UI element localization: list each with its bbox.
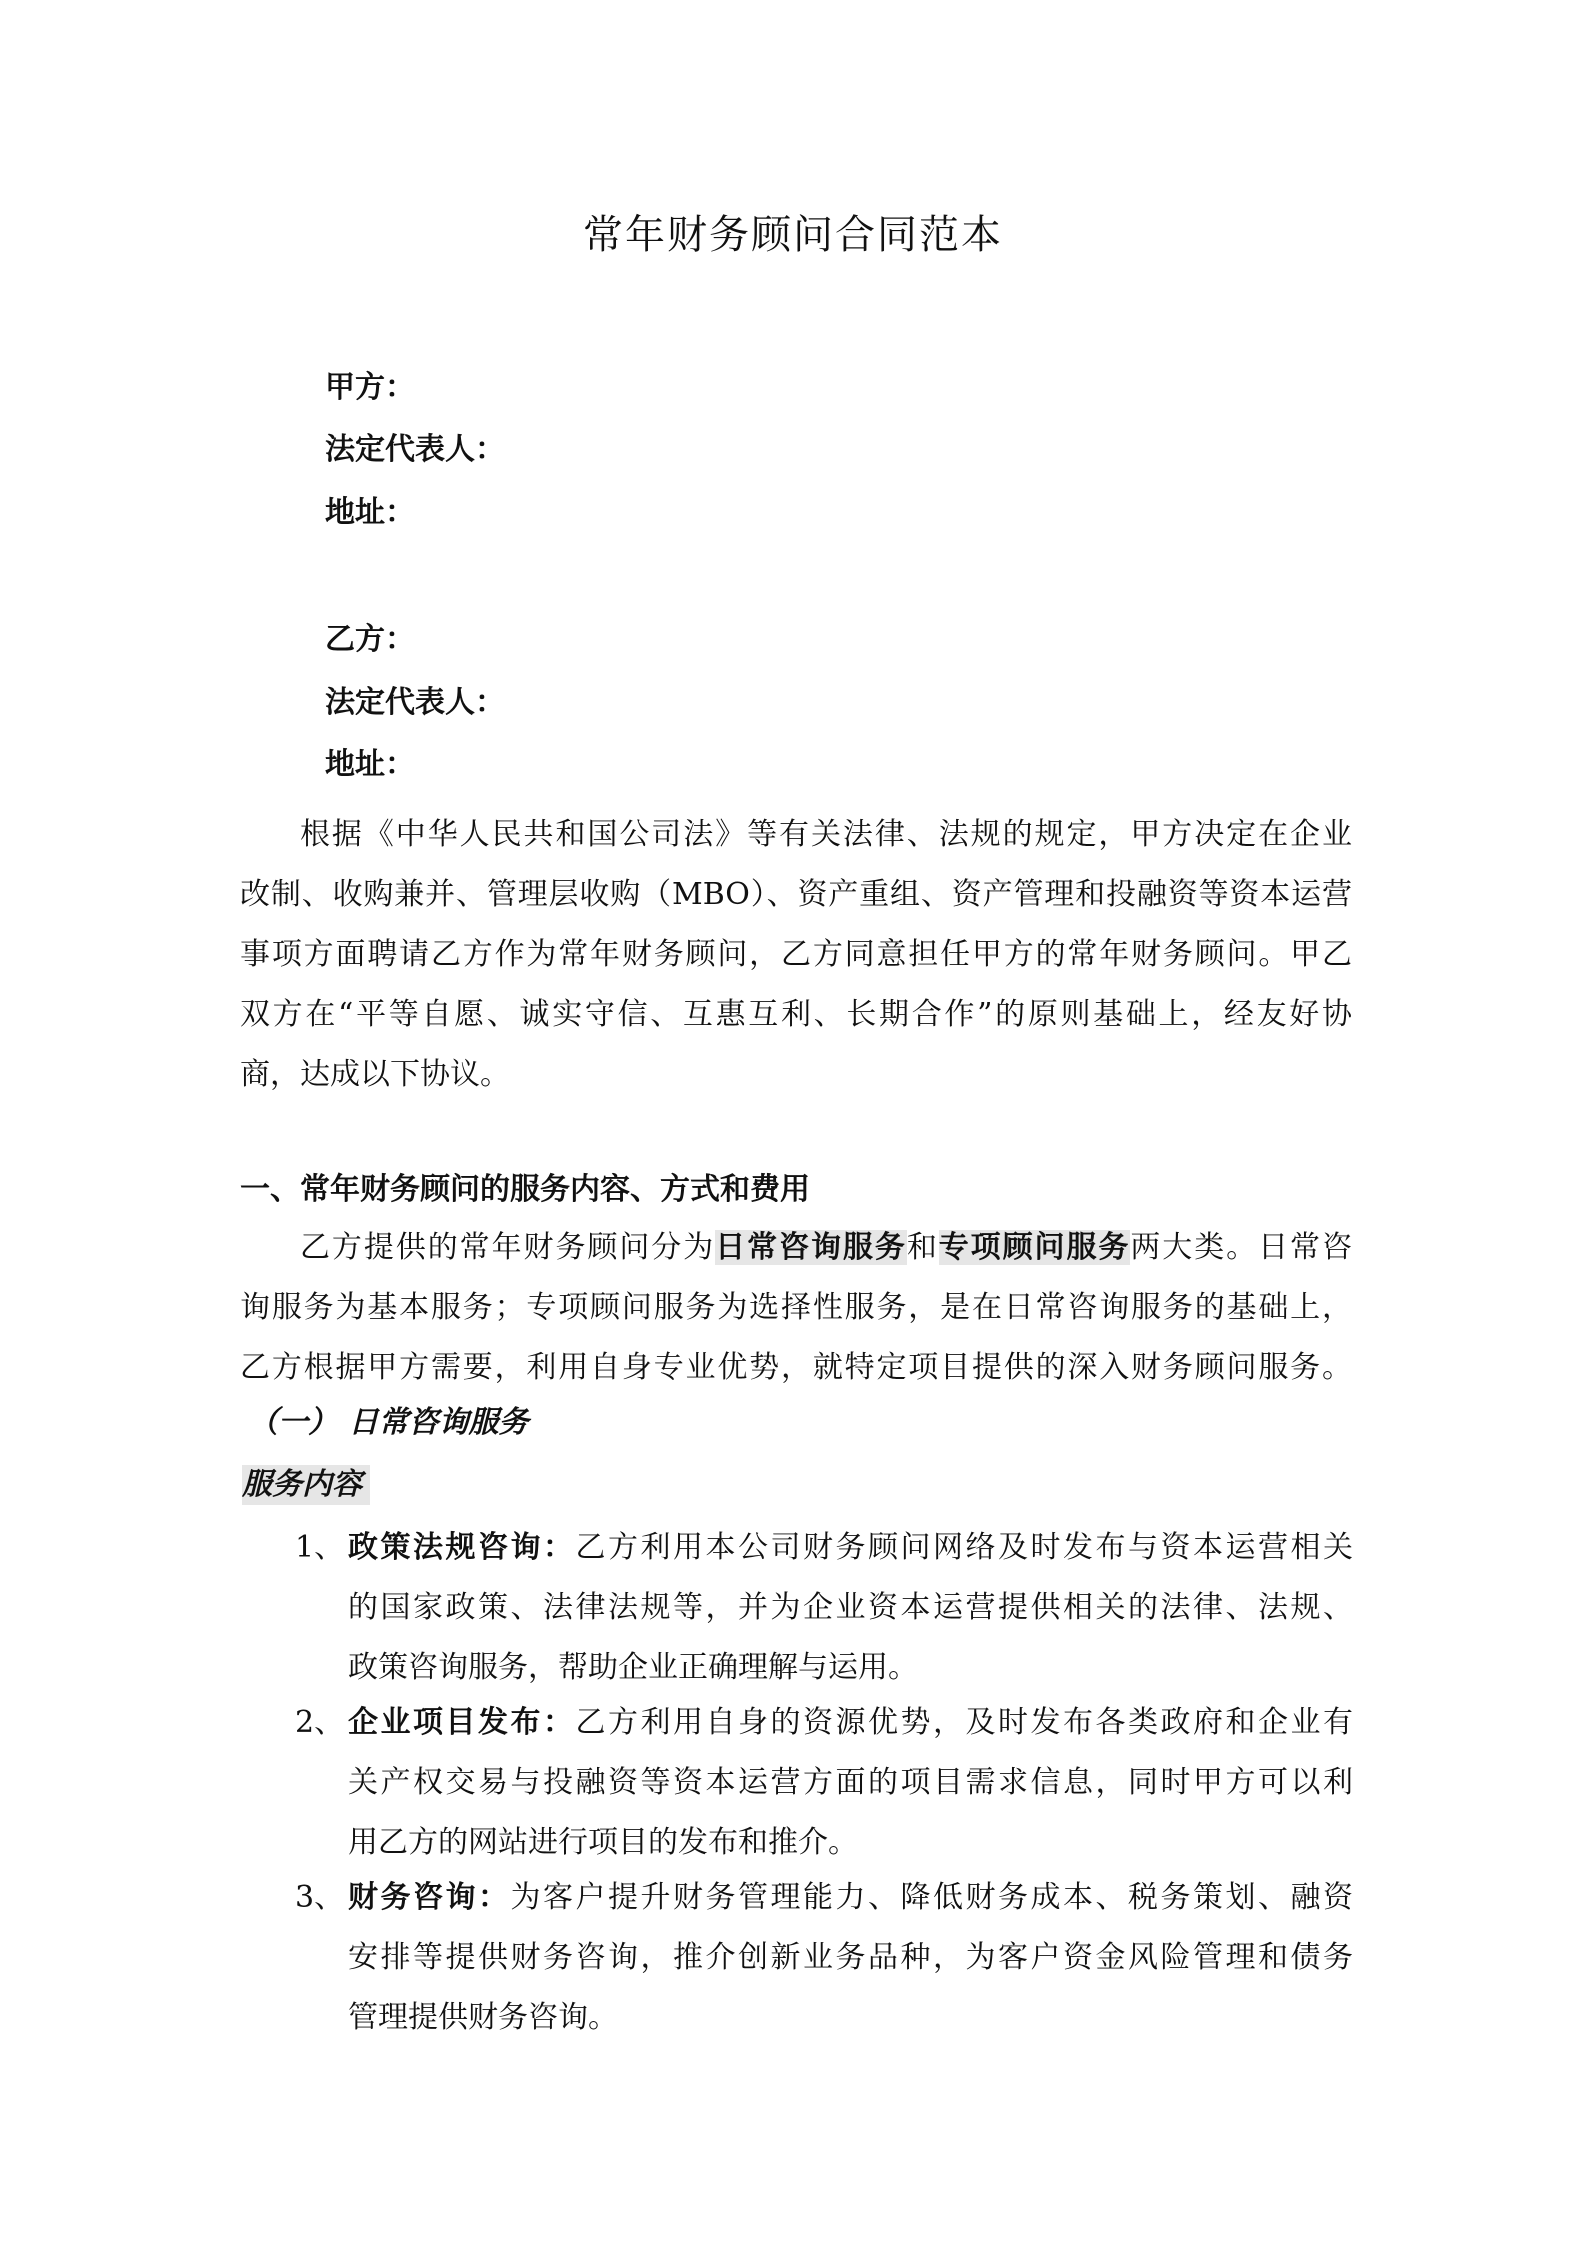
section-para-suffix: 两大类。日常咨	[1130, 1230, 1352, 1265]
list-item-body	[348, 1868, 1353, 2048]
term-daily-consulting: 日常咨询服务	[715, 1230, 907, 1265]
section-para-prefix: 乙方提供的常年财务顾问分为	[300, 1230, 716, 1265]
section-para-line: 询服务为基本服务；专项顾问服务为选择性服务，是在日常咨询服务的基础上，	[240, 1290, 1352, 1325]
list-item-number: 3、	[295, 1880, 345, 1915]
intro-line: 改制、收购兼并、管理层收购（MBO）、资产重组、资产管理和投融资等资本运营	[240, 877, 1352, 912]
list-item-number: 1、	[295, 1530, 345, 1565]
party-b-address-label: 地址：	[325, 747, 415, 782]
section-para-line: 乙方根据甲方需要，利用自身专业优势，就特定项目提供的深入财务顾问服务。	[240, 1350, 1352, 1385]
section-heading: 一、常年财务顾问的服务内容、方式和费用	[240, 1172, 810, 1207]
list-item-body	[348, 1518, 1353, 1698]
intro-line: 商，达成以下协议。	[240, 1057, 510, 1092]
intro-line: 根据《中华人民共和国公司法》等有关法律、法规的规定，甲方决定在企业	[300, 817, 1352, 852]
list-item-text: 为客户提升财务管理能力、降低财务成本、税务策划、融资	[510, 1880, 1353, 1915]
section-paragraph	[240, 1218, 1352, 1398]
list-item-number: 2、	[295, 1705, 345, 1740]
intro-line: 双方在“平等自愿、诚实守信、互惠互利、长期合作”的原则基础上，经友好协	[240, 997, 1352, 1032]
list-item-body	[348, 1693, 1353, 1873]
term-special-advisory: 专项顾问服务	[938, 1230, 1131, 1265]
party-a-name-label: 甲方：	[325, 370, 415, 405]
list-item-line: 安排等提供财务咨询，推介创新业务品种，为客户资金风险管理和债务	[348, 1940, 1353, 1975]
section-para-line	[240, 1218, 1352, 1278]
list-item-line: 的国家政策、法律法规等，并为企业资本运营提供相关的法律、法规、	[348, 1590, 1353, 1625]
service-content-label: 服务内容	[242, 1465, 370, 1505]
list-item-text: 乙方利用本公司财务顾问网络及时发布与资本运营相关	[575, 1530, 1353, 1565]
party-b-name-label: 乙方：	[325, 622, 415, 657]
party-a-rep-label: 法定代表人：	[325, 432, 505, 467]
list-item-line: 政策咨询服务，帮助企业正确理解与运用。	[348, 1650, 918, 1685]
list-item-line: 管理提供财务咨询。	[348, 2000, 618, 2035]
list-item-term: 财务咨询：	[348, 1880, 511, 1915]
party-b-rep-label: 法定代表人：	[325, 685, 505, 720]
list-item-term: 企业项目发布：	[348, 1705, 576, 1740]
sub-heading-daily-consulting: （一） 日常咨询服务	[248, 1405, 529, 1440]
party-a-address-label: 地址：	[325, 495, 415, 530]
intro-paragraph	[240, 805, 1352, 1105]
list-item-text: 乙方利用自身的资源优势，及时发布各类政府和企业有	[575, 1705, 1353, 1740]
list-item-line	[348, 1868, 1353, 1928]
intro-line: 事项方面聘请乙方作为常年财务顾问，乙方同意担任甲方的常年财务顾问。甲乙	[240, 937, 1352, 972]
list-item-term: 政策法规咨询：	[348, 1530, 576, 1565]
list-item-line	[348, 1518, 1353, 1578]
list-item-line: 用乙方的网站进行项目的发布和推介。	[348, 1825, 858, 1860]
document-title: 常年财务顾问合同范本	[583, 212, 1003, 258]
list-item-line	[348, 1693, 1353, 1753]
list-item-line: 关产权交易与投融资等资本运营方面的项目需求信息，同时甲方可以利	[348, 1765, 1353, 1800]
section-para-and: 和	[906, 1230, 939, 1265]
